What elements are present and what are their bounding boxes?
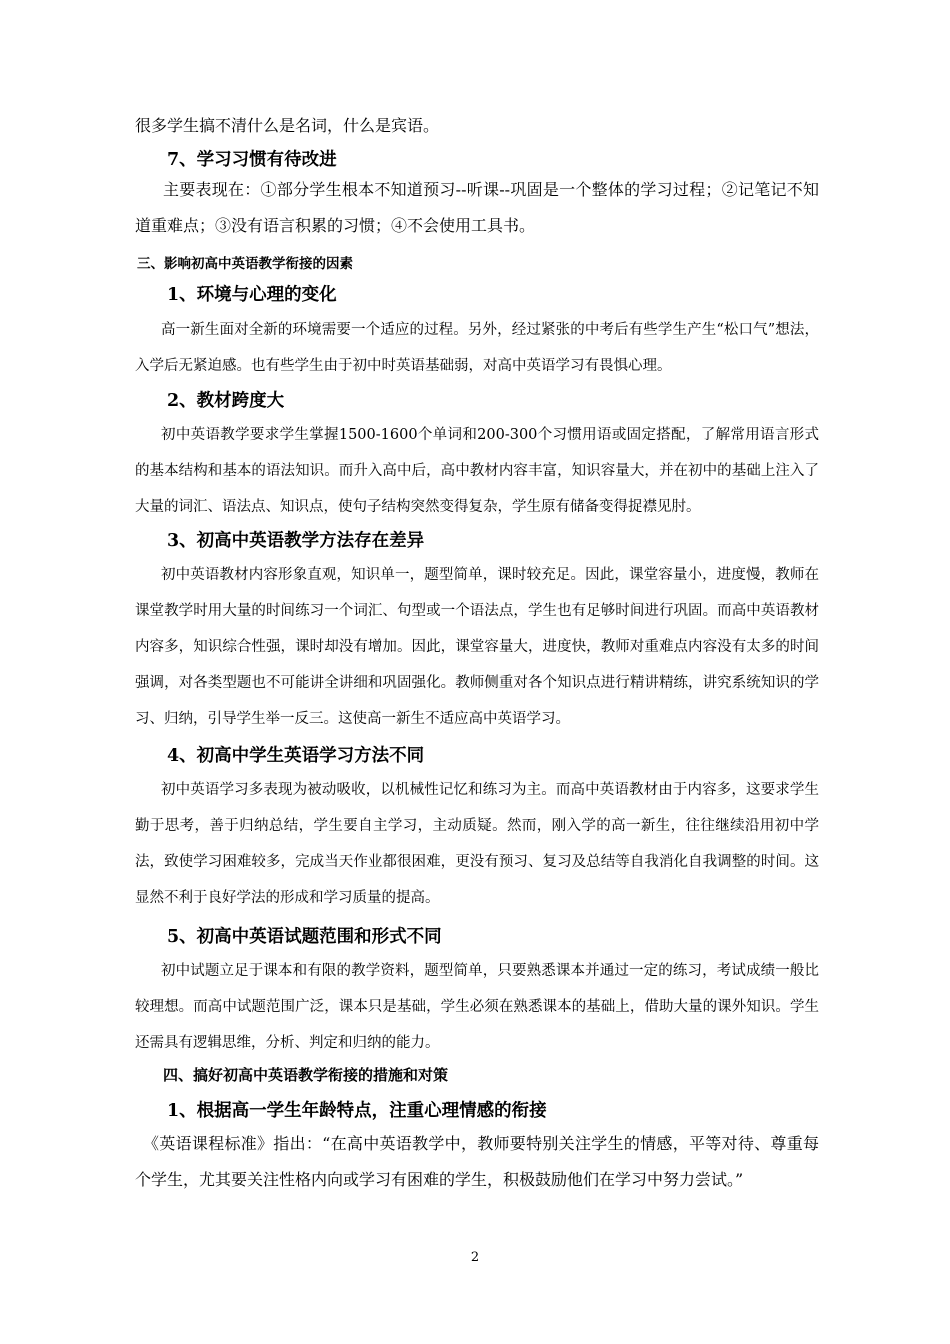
- paragraph-textbook-span: 初中英语教学要求学生掌握1500-1600个单词和200-300个习惯用语或固定搭配，了解常用语言形式的基本结构和基本的语法知识。而升入高中后，高中教材内容丰富，知识容量大，并在初中的基础上注入了大量的词汇、语法点、知识点，使句子结构突然变得复杂，学生原有储备变得捉襟见肘。: [135, 427, 819, 515]
- heading-learning-methods: 4、初高中学生英语学习方法不同: [167, 746, 425, 766]
- paragraph-study-habits: 主要表现在：①部分学生根本不知道预习--听课--巩固是一个整体的学习过程；②记笔记不知道重难点；③没有语言积累的习惯；④不会使用工具书。: [135, 180, 819, 235]
- heading-environment: 1、环境与心理的变化: [167, 285, 337, 305]
- heading-textbook-span: 2、教材跨度大: [167, 391, 285, 411]
- paragraph-learning-methods: 初中英语学习多表现为被动吸收，以机械性记忆和练习为主。而高中英语教材由于内容多，这要求学生勤于思考，善于归纳总结，学生要自主学习，主动质疑。然而，刚入学的高一新生，往往继续沿用初中学法，致使学习困难较多，完成当天作业都很困难，更没有预习、复习及总结等自我消化自我调整的时间。这显然不利于良好学法的形成和学习质量的提高。: [135, 782, 819, 906]
- paragraph-continuation: 很多学生搞不清什么是名词，什么是宾语。: [135, 116, 440, 135]
- heading-teaching-methods: 3、初高中英语教学方法存在差异: [167, 531, 425, 551]
- heading-study-habits: 7、学习习惯有待改进: [167, 150, 337, 170]
- heading-emotional-connection: 1、根据高一学生年龄特点，注重心理情感的衔接: [167, 1101, 547, 1121]
- paragraph-teaching-methods: 初中英语教材内容形象直观，知识单一，题型简单，课时较充足。因此，课堂容量小，进度慢，教师在课堂教学时用大量的时间练习一个词汇、句型或一个语法点，学生也有足够时间进行巩固。而高中英语教材内容多，知识综合性强，课时却没有增加。因此，课堂容量大，进度快，教师对重难点内容没有太多的时间强调，对各类型题也不可能讲全讲细和巩固强化。教师侧重对各个知识点进行精讲精练，讲究系统知识的学习、归纳，引导学生举一反三。这使高一新生不适应高中英语学习。: [135, 567, 819, 727]
- section-heading-measures: 四、搞好初高中英语教学衔接的措施和对策: [163, 1066, 449, 1084]
- page-number: 2: [470, 1250, 480, 1265]
- heading-exam-scope: 5、初高中英语试题范围和形式不同: [167, 927, 442, 947]
- paragraph-environment: 高一新生面对全新的环境需要一个适应的过程。另外，经过紧张的中考后有些学生产生“松口气”想法，入学后无紧迫感。也有些学生由于初中时英语基础弱，对高中英语学习有畏惧心理。: [135, 322, 819, 374]
- paragraph-exam-scope: 初中试题立足于课本和有限的教学资料，题型简单，只要熟悉课本并通过一定的练习，考试成绩一般比较理想。而高中试题范围广泛，课本只是基础，学生必须在熟悉课本的基础上，借助大量的课外知识。学生还需具有逻辑思维，分析、判定和归纳的能力。: [135, 963, 819, 1051]
- paragraph-curriculum-standard: 《英语课程标准》指出：“在高中英语教学中，教师要特别关注学生的情感，平等对待、尊重每个学生，尤其要关注性格内向或学习有困难的学生，积极鼓励他们在学习中努力尝试。”: [135, 1134, 819, 1189]
- section-heading-factors: 三、影响初高中英语教学衔接的因素: [137, 256, 353, 272]
